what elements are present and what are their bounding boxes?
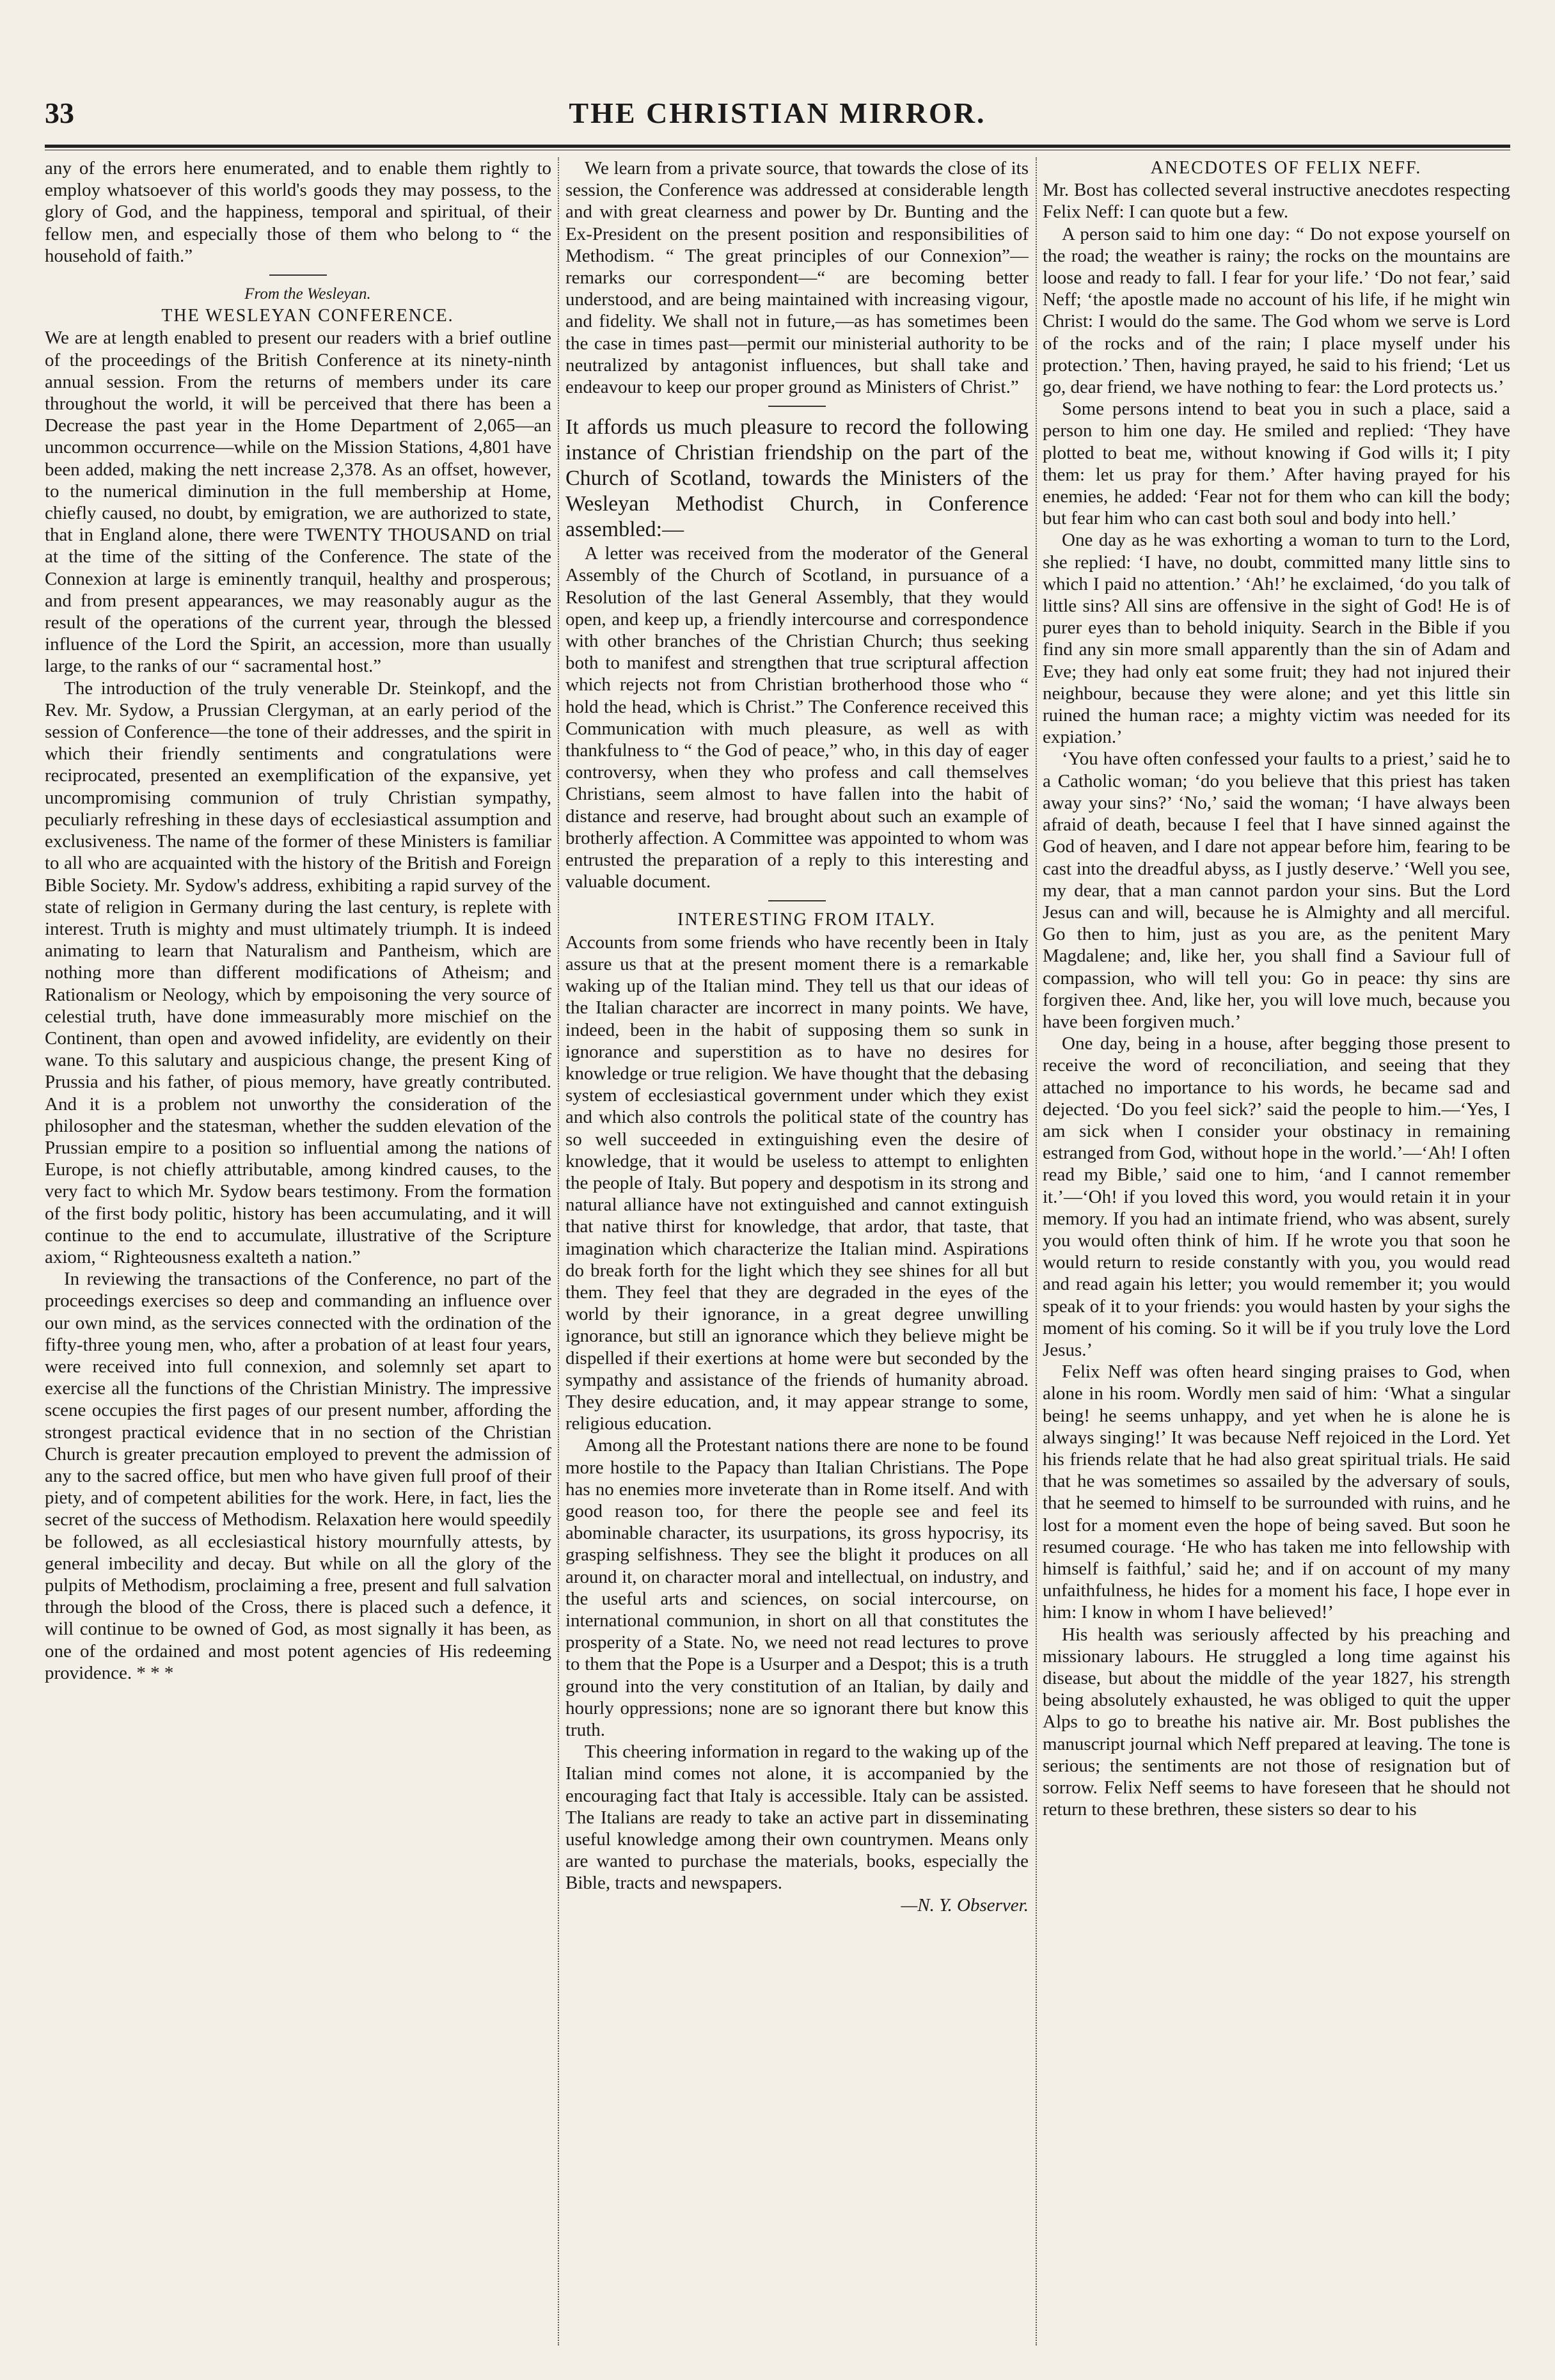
column-3 xyxy=(1043,157,1510,2345)
separator-rule xyxy=(269,274,327,276)
header-rule xyxy=(45,145,1510,150)
column-2 xyxy=(565,157,1029,2345)
separator-rule xyxy=(768,900,826,901)
column-divider xyxy=(558,157,559,2345)
article-signature: —N. Y. Observer. xyxy=(901,1894,1029,1916)
paragraph: One day as he was exhorting a woman to turn to the Lord, she replied: ‘I have, no doubt, committed many little sins to which I paid no attention.’ ‘Ah!’ he exclaimed, ‘do you talk of little sins? All sins are offensive in the sight of God! He is of purer eyes than to behold iniquity. Search in the Bible if you find any sin more small apparently than the sin of Adam and Eve; they had only eat some fruit; they had not injured their neighbour, because they were alone; and yet this little sin ruined the human race; a mighty victim was needed for its expiation.’ xyxy=(1043,530,1510,748)
paragraph: It affords us much pleasure to record the following instance of Christian friendship on the part of the Church of Scotland, towards the Ministers of the Wesleyan Methodist Church, in Conference assembled:— xyxy=(565,415,1029,542)
paragraph: A person said to him one day: “ Do not expose yourself on the road; the weather is rainy; the rocks on the mountains are loose and ready to fall. I fear for your life.’ ‘Do not fear,’ said Neff; ‘the apostle made no account of his life, if he might win Christ: I would do the same. The God whom we serve is Lord of the rocks and of the rain; I place myself under his protection.’ Then, having prayed, he said to his friend; ‘Let us go, dear friend, we have nothing to fear: the Lord protects us.’ xyxy=(1043,223,1510,398)
column-divider xyxy=(1036,157,1037,2345)
paragraph: The introduction of the truly venerable Dr. Steinkopf, and the Rev. Mr. Sydow, a Prussian Clergyman, at an early period of the session of Conference—the tone of their addresses, and the spirit in which their friendly sentiments and congratulations were reciprocated, presented an exemplification of the expansive, yet uncompromising communion of truly Christian sympathy, peculiarly refreshing in these days of ecclesiastical assumption and exclusiveness. The name of the former of these Ministers is familiar to all who are acquainted with the history of the British and Foreign Bible Society. Mr. Sydow's address, exhibiting a rapid survey of the state of religion in Germany during the last century, is replete with interest. Truth is mighty and must ultimately triumph. It is indeed animating to learn that Naturalism and Pantheism, which are nothing more than different modifications of Atheism; and Rationalism or Neology, which by empoisoning the very source of celestial truth, have done immeasurably more mischief on the Continent, than open and avowed infidelity, are evidently on their wane. To this salutary and auspicious change, the present King of Prussia and his father, of pious memory, have greatly contributed. And it is a problem not unworthy the consideration of the philosopher and the statesman, whether the sudden elevation of the Prussian empire to a position so influential among the nations of Europe, is not chiefly attributable, among kindred causes, to the very fact to which Mr. Sydow bears testimony. From the formation of the first body politic, history has been accumulating, and it will continue to the end to accumulate, illustrative of the Scripture axiom, “ Righteousness exalteth a nation.” xyxy=(45,678,551,1267)
paragraph: Accounts from some friends who have recently been in Italy assure us that at the present moment there is a remarkable waking up of the Italian mind. They tell us that our ideas of the Italian character are incorrect in many points. We have, indeed, been in the habit of supposing them so sunk in ignorance and superstition as to have no desires for knowledge or true religion. We have thought that the debasing system of ecclesiastical government under which they exist and which also controls the political state of the country has so well succeeded in extinguishing even the desire of knowledge, that it would be useless to attempt to enlighten the people of Italy. But popery and despotism in its strong and natural alliance have not extinguished and cannot extinguish that native thirst for knowledge, that ardor, that taste, that imagination which characterize the Italian mind. Aspirations do break forth for the light which they see shines for all but them. They feel that they are degraded in the eyes of the world by their ignorance, in a great degree unwilling ignorance, but still an ignorance which they believe might be dispelled if their exertions at home were but seconded by the sympathy and assistance of the friends of humanity abroad. They desire education, and, it may appear strange to some, religious education. xyxy=(565,932,1029,1434)
separator-rule xyxy=(768,406,826,407)
paragraph: One day, being in a house, after begging those present to receive the word of reconciliation, and seeing that they attached no importance to his words, he became sad and dejected. ‘Do you feel sick?’ said the people to him.—‘Yes, I am sick when I consider your obstinacy in remaining estranged from God, without hope in the world.’—‘Ah! I often read my Bible,’ said one to him, ‘and I cannot remember it.’—‘Oh! if you loved this word, you would retain it in your memory. If you had an intimate friend, who was absent, surely you would often think of him. If he wrote you that soon he would return to reside constantly with you, you would read and read again his letter; you would remember it; you would speak of it to your friends: you would hasten by your sighs the moment of his coming. So it will be if you truly love the Lord Jesus.’ xyxy=(1043,1033,1510,1360)
paragraph: His health was seriously affected by his preaching and missionary labours. He struggled a long time against his disease, but about the middle of the year 1827, his strength being absolutely exhausted, he was obliged to quit the upper Alps to go to breathe his native air. Mr. Bost publishes the manuscript journal which Neff prepared at leaving. The tone is serious; the sentiments are not those of resignation but of sorrow. Felix Neff seems to have foreseen that he should not return to these brethren, these sisters so dear to his xyxy=(1043,1624,1510,1820)
paragraph: This cheering information in regard to the waking up of the Italian mind comes not alone, it is accompanied by the encouraging fact that Italy is accessible. Italy can be assisted. The Italians are ready to take an active part in disseminating useful knowledge among their own countrymen. Means only are wanted to purchase the materials, books, especially the Bible, tracts and newspapers. xyxy=(565,1741,1029,1894)
paragraph: Mr. Bost has collected several instructive anecdotes respecting Felix Neff: I can quote but a few. xyxy=(1043,180,1510,223)
paragraph: We are at length enabled to present our readers with a brief outline of the proceedings of the British Conference at its ninety-ninth annual session. From the returns of members under its care throughout the world, it will be perceived that there has been a Decrease the past year in the Home Department of 2,065—an uncommon occurrence—while on the Mission Stations, 4,801 have been added, making the nett increase 2,378. As an offset, however, to the numerical diminution in the full membership at Home, chiefly caused, no doubt, by emigration, we are authorized to state, that in England alone, there were TWENTY THOUSAND on trial at the time of the sitting of the Conference. The state of the Connexion at large is eminently tranquil, healthy and prosperous; and from present appearances, we may reasonably augur as the result of the operations of the current year, through the blessed influence of the Lord the Spirit, an accession, more than usually large, to the ranks of our “ sacramental host.” xyxy=(45,328,551,677)
masthead-title: THE CHRISTIAN MIRROR. xyxy=(569,97,986,129)
paragraph: We learn from a private source, that towards the close of its session, the Conference was addressed at considerable length and with great clearness and power by Dr. Bunting and the Ex-President on the present position and responsibilities of Methodism. “ The great principles of our Connexion”—remarks our correspondent—“ are becoming better understood, and are being maintained with increasing vigour, and fidelity. We shall not in future,—as has sometimes been the case in times past—permit our ministerial authority to be neutralized by antagonist influences, but shall take and endeavour to keep our proper ground as Ministers of Christ.” xyxy=(565,158,1029,398)
column-1 xyxy=(45,157,551,2345)
article-heading: ANECDOTES OF FELIX NEFF. xyxy=(1150,158,1422,178)
page-number: 33 xyxy=(45,97,74,129)
paragraph: Felix Neff was often heard singing praises to God, when alone in his room. Wordly men said of him: ‘What a singular being! he seems unhappy, and yet when he is alone he is always singing!’ It was because Neff rejoiced in the Lord. Yet his friends relate that he had also great spiritual trials. He said that he was sometimes so assailed by the adversary of souls, that he seemed to himself to be surrounded with ruins, and he lost for a moment even the hope of being saved. But soon he resumed courage. ‘He who has taken me into fellowship with himself is faithful,’ said he; and if on account of my many unfaithfulness, he hides for a moment his face, I hope ever in him: I know in whom I have believed!’ xyxy=(1043,1361,1510,1623)
article-heading: INTERESTING FROM ITALY. xyxy=(677,910,936,930)
article-heading: THE WESLEYAN CONFERENCE. xyxy=(161,306,454,326)
page-header xyxy=(45,96,1510,141)
paragraph: any of the errors here enumerated, and to enable them rightly to employ whatsoever of this world's goods they may possess, to the glory of God, and the happiness, temporal and spiritual, of their fellow men, and especially those of them who belong to “ the household of faith.” xyxy=(45,158,551,266)
paragraph: ‘You have often confessed your faults to a priest,’ said he to a Catholic woman; ‘do you believe that this priest has taken away your sins?’ ‘No,’ said the woman; ‘I have always been afraid of death, because I feel that I have sinned against the God of heaven, and I dare not appear before him, fearing to be cast into the dreadful abyss, as I justly deserve.’ ‘Well you see, my dear, that a man cannot pardon your sins. But the Lord Jesus can and will, because he is Almighty and all merciful. Go then to him, just as you are, as the penitent Mary Magdalene; and, like her, you shall find a Saviour full of compassion, who will tell you: Go in peace: thy sins are forgiven thee. And, like her, you will love much, because you have been forgiven much.’ xyxy=(1043,749,1510,1032)
paragraph: A letter was received from the moderator of the General Assembly of the Church of Scotland, in pursuance of a Resolution of the last General Assembly, that they would open, and keep up, a friendly intercourse and correspondence with other branches of the Christian Church; thus seeking both to manifest and strengthen that true scriptural affection which rejects not from Christian brotherhood those who “ hold the head, which is Christ.” The Conference received this Communication with much pleasure, as well as with thankfulness to “ the God of peace,” who, in this day of eager controversy, when they who profess and call themselves Christians, seem almost to have fallen into the habit of distance and reserve, had brought about such an example of brotherly affection. A Committee was appointed to whom was entrusted the preparation of a reply to this interesting and valuable document. xyxy=(565,543,1029,892)
article-source: From the Wesleyan. xyxy=(244,285,371,303)
paragraph: Among all the Protestant nations there are none to be found more hostile to the Papacy than Italian Christians. The Pope has no enemies more inveterate than in Rome itself. And with good reason too, for there the people see and feel its abominable character, its usurpations, its gross hypocrisy, its grasping selfishness. They see the blight it produces on all around it, on character moral and intellectual, on industry, and the useful arts and sciences, on social intercourse, on international communion, in short on all that constitutes the prosperity of a State. No, we need not read lectures to prove to them that the Pope is a Usurper and a Despot; this is a truth ground into the very constitution of an Italian, by daily and hourly oppressions; none are so ignorant there but know this truth. xyxy=(565,1435,1029,1740)
paragraph: Some persons intend to beat you in such a place, said a person to him one day. He smiled and replied: ‘They have plotted to beat me, without knowing if God wills it; I pity them: let us pray for them.’ After having prayed for his enemies, he added: ‘Fear not for them who can kill the body; but fear him who can cast both soul and body into hell.’ xyxy=(1043,399,1510,529)
paragraph: In reviewing the transactions of the Conference, no part of the proceedings exercises so deep and commanding an influence over our own mind, as the services connected with the ordination of the fifty-three young men, who, after a probation of at least four years, were received into full connexion, and solemnly set apart to exercise all the functions of the Christian Ministry. The impressive scene occupies the first pages of our present number, affording the strongest practical evidence that in no section of the Christian Church is greater precaution employed to prevent the admission of any to the sacred office, but men who have given full proof of their piety, and of competent abilities for the work. Here, in fact, lies the secret of the success of Methodism. Relaxation here would speedily be followed, as all ecclesiastical history mournfully attests, by general imbecility and decay. But while on all the glory of the pulpits of Methodism, proclaiming a free, present and full salvation through the blood of the Cross, there is placed such a defence, it will continue to be owned of God, as most signally it has been, as one of the ordained and most potent agencies of His redeeming providence. * * * xyxy=(45,1269,551,1683)
